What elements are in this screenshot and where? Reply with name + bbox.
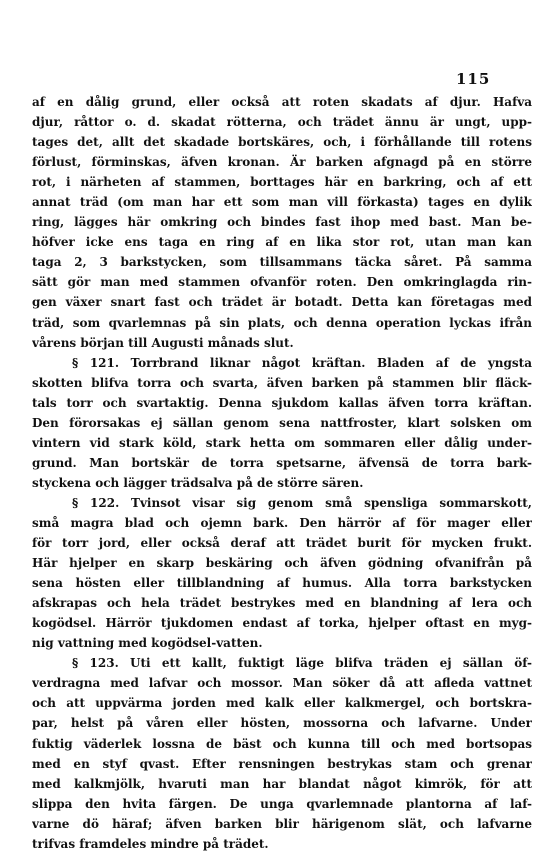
text-line: par, helst på våren eller hösten, mossorna och lafvarne. Under bbox=[32, 716, 532, 731]
body-text bbox=[32, 92, 532, 854]
text-line: § 123. Uti ett kallt, fuktigt läge blifva träden ej sällan öf- bbox=[72, 656, 532, 671]
text-line: § 122. Tvinsot visar sig genom små spensliga sommarskott, bbox=[72, 495, 532, 510]
text-line: afskrapas och hela trädet bestrykes med en blandning af lera och bbox=[32, 596, 532, 611]
text-line: verdragna med lafvar och mossor. Man söker då att afleda vattnet bbox=[32, 676, 532, 691]
text-line: grund. Man bortskär de torra spetsarne, äfvensä de torra bark- bbox=[32, 455, 532, 470]
text-line: varne dö häraf; äfven barken blir härigenom slät, och lafvarne bbox=[32, 816, 532, 831]
text-line: med kalkmjölk, hvaruti man har blandat något kimrök, för att bbox=[32, 776, 532, 791]
text-line: trifvas framdeles mindre på trädet. bbox=[32, 836, 269, 851]
text-line: ring, lägges här omkring och bindes fast ihop med bast. Man be- bbox=[32, 215, 532, 230]
text-line: vårens början till Augusti månads slut. bbox=[32, 335, 294, 350]
text-line: djur, råttor o. d. skadat rötterna, och trädet ännu är ungt, upp- bbox=[32, 115, 532, 130]
text-line: små magra blad och ojemn bark. Den härrör af för mager eller bbox=[32, 515, 532, 530]
text-line: tals torr och svartaktig. Denna sjukdom kallas äfven torra kräftan. bbox=[32, 395, 532, 410]
text-line: annat träd (om man har ett som man vill förkasta) tages en dylik bbox=[32, 195, 532, 210]
text-line: höfver icke ens taga en ring af en lika stor rot, utan man kan bbox=[32, 235, 532, 250]
text-line: skotten blifva torra och svarta, äfven barken på stammen blir fläck- bbox=[32, 375, 532, 390]
text-line: träd, som qvarlemnas på sin plats, och denna operation lyckas ifrån bbox=[32, 315, 532, 330]
text-line: sena hösten eller tillblandning af humus. Alla torra barkstycken bbox=[32, 576, 532, 591]
text-line: tages det, allt det skadade bortskäres, och, i förhållande till rotens bbox=[32, 135, 532, 150]
text-line: kogödsel. Härrör tjukdomen endast af torka, hjelper oftast en myg- bbox=[32, 616, 532, 631]
text-line: taga 2, 3 barkstycken, som tillsammans täcka såret. På samma bbox=[32, 255, 532, 270]
text-line: § 121. Torrbrand liknar något kräftan. Bladen af de yngsta bbox=[72, 355, 532, 370]
text-line: och att uppvärma jorden med kalk eller kalkmergel, och bortskra- bbox=[32, 696, 532, 711]
page-number: 115 bbox=[456, 70, 491, 88]
text-line: nig vattning med kogödsel-vatten. bbox=[32, 636, 263, 651]
text-line: för torr jord, eller också deraf att trädet burit för mycken frukt. bbox=[32, 536, 532, 551]
text-line: Här hjelper en skarp beskäring och äfven gödning ofvanifrån på bbox=[32, 556, 532, 571]
text-line: Den förorsakas ej sällan genom sena nattfroster, klart solsken om bbox=[32, 415, 532, 430]
text-line: styckena och lägger trädsalva på de större sären. bbox=[32, 475, 364, 490]
text-line: af en dålig grund, eller också att roten skadats af djur. Hafva bbox=[32, 95, 532, 109]
text-line: rot, i närheten af stammen, borttages här en barkring, och af ett bbox=[32, 175, 532, 190]
text-line: vintern vid stark köld, stark hetta om sommaren eller dålig under- bbox=[32, 435, 532, 450]
text-line: slippa den hvita färgen. De unga qvarlemnade plantorna af laf- bbox=[32, 796, 532, 811]
text-line: förlust, förminskas, äfven kronan. Är barken afgnagd på en större bbox=[32, 155, 532, 170]
text-line: gen växer snart fast och trädet är botadt. Detta kan företagas med bbox=[32, 295, 532, 310]
text-line: med en styf qvast. Efter rensningen bestrykas stam och grenar bbox=[32, 756, 532, 771]
text-line: fuktig väderlek lossna de bäst och kunna till och med bortsopas bbox=[32, 736, 532, 751]
text-line: sätt gör man med stammen ofvanför roten. Den omkringlagda rin- bbox=[32, 275, 532, 290]
